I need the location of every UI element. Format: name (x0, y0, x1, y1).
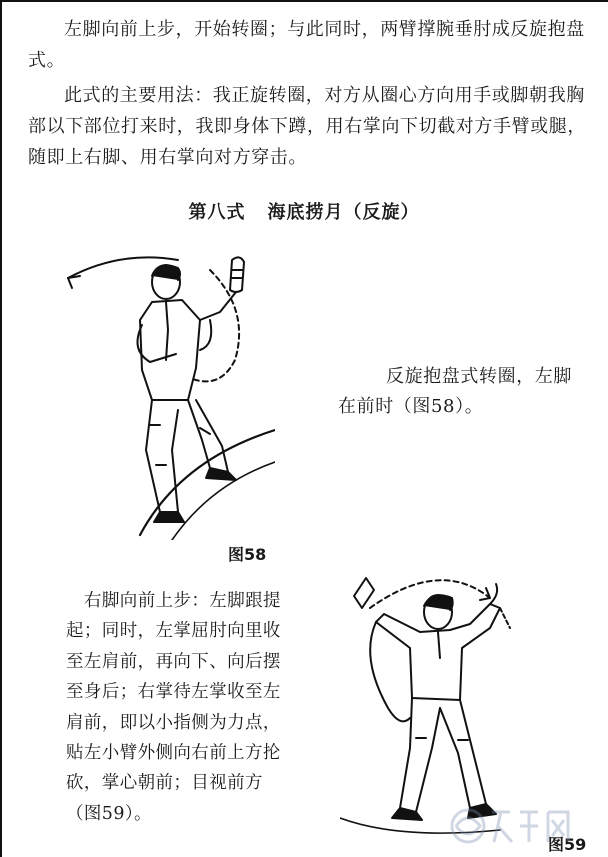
section-number: 第八式 (188, 202, 246, 223)
figure-58-label: 图58 (228, 545, 267, 564)
page-border-left (0, 0, 2, 857)
page-border-top (0, 0, 608, 2)
figure-58-illustration (60, 250, 275, 540)
paragraph-usage: 此式的主要用法：我正旋转圈，对方从圈心方向用手或脚朝我胸部以下部位打来时，我即身体下蹲，用右掌向下切截对方手臂或腿，随即上右脚、用右掌向对方穿击。 (28, 85, 586, 168)
corner-logo-mark (446, 802, 596, 850)
figure-59-label: 图59 (548, 835, 587, 854)
paragraph-step-intro: 左脚向前上步，开始转圈；与此同时，两臂撑腕垂肘成反旋抱盘式。 (28, 19, 585, 71)
figure-58-description: 反旋抱盘式转圈，左脚在前时（图58）。 (338, 366, 572, 417)
section-heading (0, 198, 608, 224)
paragraph-step-figure-59: 右脚向前上步：左脚跟提起；同时，左掌屈肘向里收至左肩前，再向下、向后摆至身后；右掌待左掌收至左肩前，即以小指侧为力点，贴左小臂外侧向右前上方抡砍，掌心朝前；目视前方（图59）。 (66, 591, 281, 824)
figure-59-illustration (340, 568, 560, 838)
section-title: 海底捞月（反旋） (267, 202, 420, 223)
